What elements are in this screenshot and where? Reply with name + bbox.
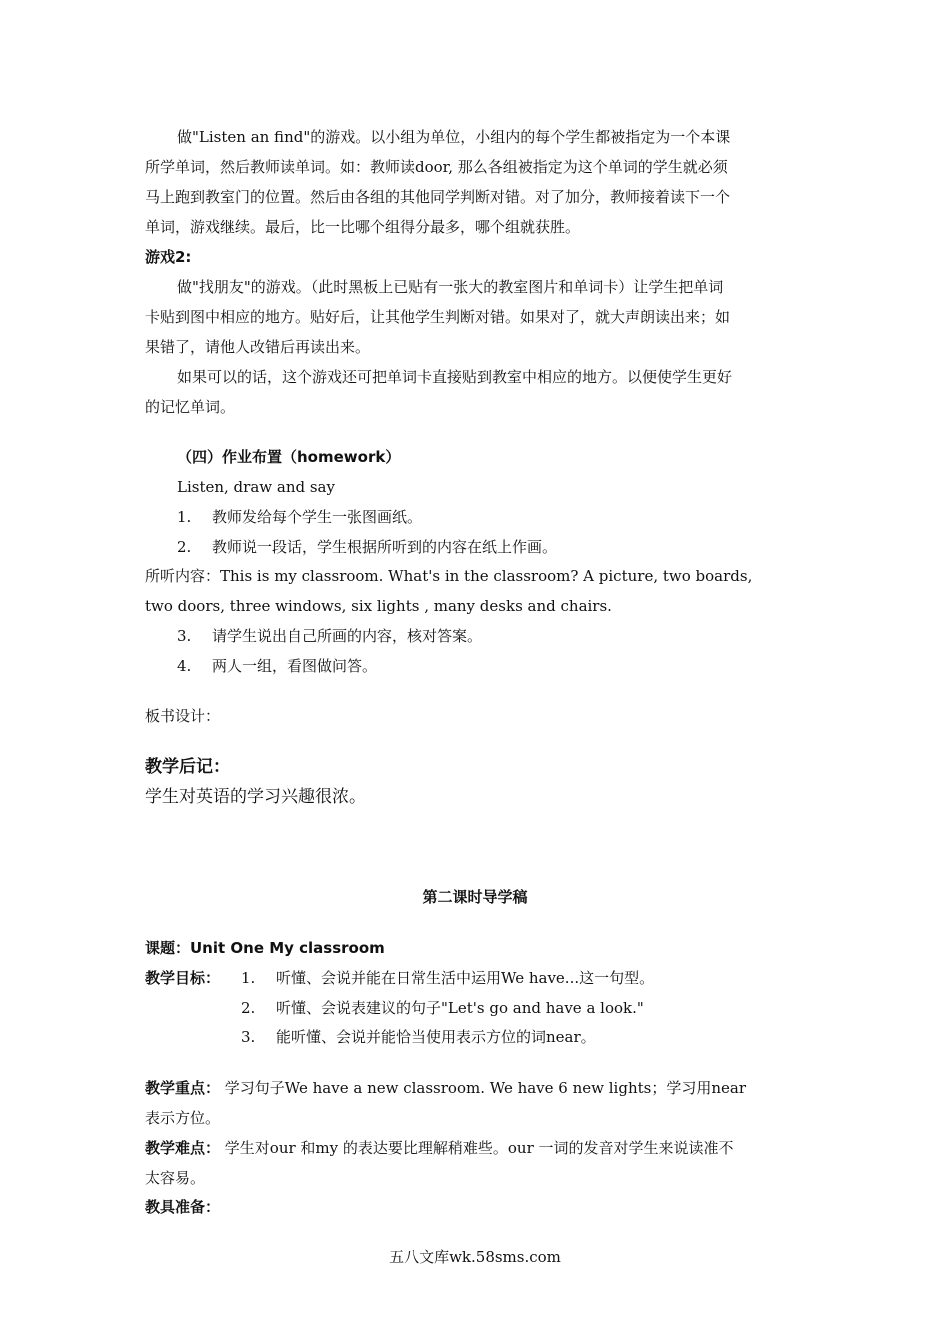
item-text: 教师发给每个学生一张图画纸。 [212,508,423,526]
homework-item [177,537,557,557]
goal-number: 1. [241,969,256,987]
text-line: 卡贴到图中相应的地方。贴好后，让其他学生判断对错。如果对了，就大声朗读出来；如 [145,308,731,326]
board-design-label: 板书设计： [145,707,221,725]
key-points-text: 学习句子We have a new classroom. We have 6 new lights；学习用near [224,1079,746,1097]
goals-row [145,968,654,988]
item-text: 请学生说出自己所画的内容，核对答案。 [212,627,483,645]
key-points-label: 教学重点： [145,1079,221,1097]
text-line: 的记忆单词。 [145,398,236,416]
page-footer: 五八文库wk.58sms.com [389,1248,561,1266]
difficulty-label: 教学难点： [145,1139,221,1157]
homework-item [177,507,422,527]
difficulty-row [145,1138,734,1158]
reflection-text: 学生对英语的学习兴趣很浓。 [145,787,366,807]
key-points-row [145,1078,746,1098]
lesson2-title: 第二课时导学稿 [422,888,528,906]
goals-label: 教学目标： [145,969,221,987]
goal-text: 能听懂、会说并能恰当使用表示方位的词near。 [276,1028,596,1046]
text-line: 所学单词，然后教师读单词。如：教师读door, 那么各组被指定为这个单词的学生就必须 [145,158,728,176]
goal-text: 听懂、会说并能在日常生活中运用We have...这一句型。 [276,969,655,987]
goal-number: 2. [241,999,256,1017]
item-number: 1. [177,508,192,526]
goals-row [241,998,644,1018]
goal-text: 听懂、会说表建议的句子"Let's go and have a look." [276,999,644,1017]
lesson2-topic: 课题：Unit One My classroom [145,939,385,957]
item-text: 教师说一段话，学生根据所听到的内容在纸上作画。 [212,538,558,556]
item-number: 2. [177,538,192,556]
homework-heading: （四）作业布置（homework） [177,448,401,466]
text-line: 果错了，请他人改错后再读出来。 [145,338,371,356]
difficulty-text: 学生对our 和my 的表达要比理解稍难些。our 一词的发音对学生来说读准不 [224,1139,734,1157]
text-line: 太容易。 [145,1169,206,1187]
item-number: 4. [177,657,192,675]
game2-heading: 游戏2: [145,248,192,266]
text-line: 表示方位。 [145,1109,221,1127]
homework-item [177,626,482,646]
item-text: 两人一组，看图做问答。 [212,657,378,675]
text-line: 做"Listen an find"的游戏。以小组为单位，小组内的每个学生都被指定为一个本课 [177,128,731,146]
tools-label: 教具准备： [145,1198,221,1216]
text-line: 如果可以的话，这个游戏还可把单词卡直接贴到教室中相应的地方。以便使学生更好 [177,368,733,386]
text-line: 做"找朋友"的游戏。（此时黑板上已贴有一张大的教室图片和单词卡）让学生把单词 [177,278,724,296]
text-line: two doors, three windows, six lights , many desks and chairs. [145,597,612,615]
text-line: 马上跑到教室门的位置。然后由各组的其他同学判断对错。对了加分，教师接着读下一个 [145,188,731,206]
goal-number: 3. [241,1028,256,1046]
text-line: 所听内容：This is my classroom. What's in the classroom? A picture, two boards, [145,567,753,585]
text-line: 单词，游戏继续。最后，比一比哪个组得分最多，哪个组就获胜。 [145,218,581,236]
item-number: 3. [177,627,192,645]
goals-row [241,1027,596,1047]
reflection-heading: 教学后记： [145,757,230,777]
homework-subtitle: Listen, draw and say [177,478,335,496]
homework-item [177,656,377,676]
